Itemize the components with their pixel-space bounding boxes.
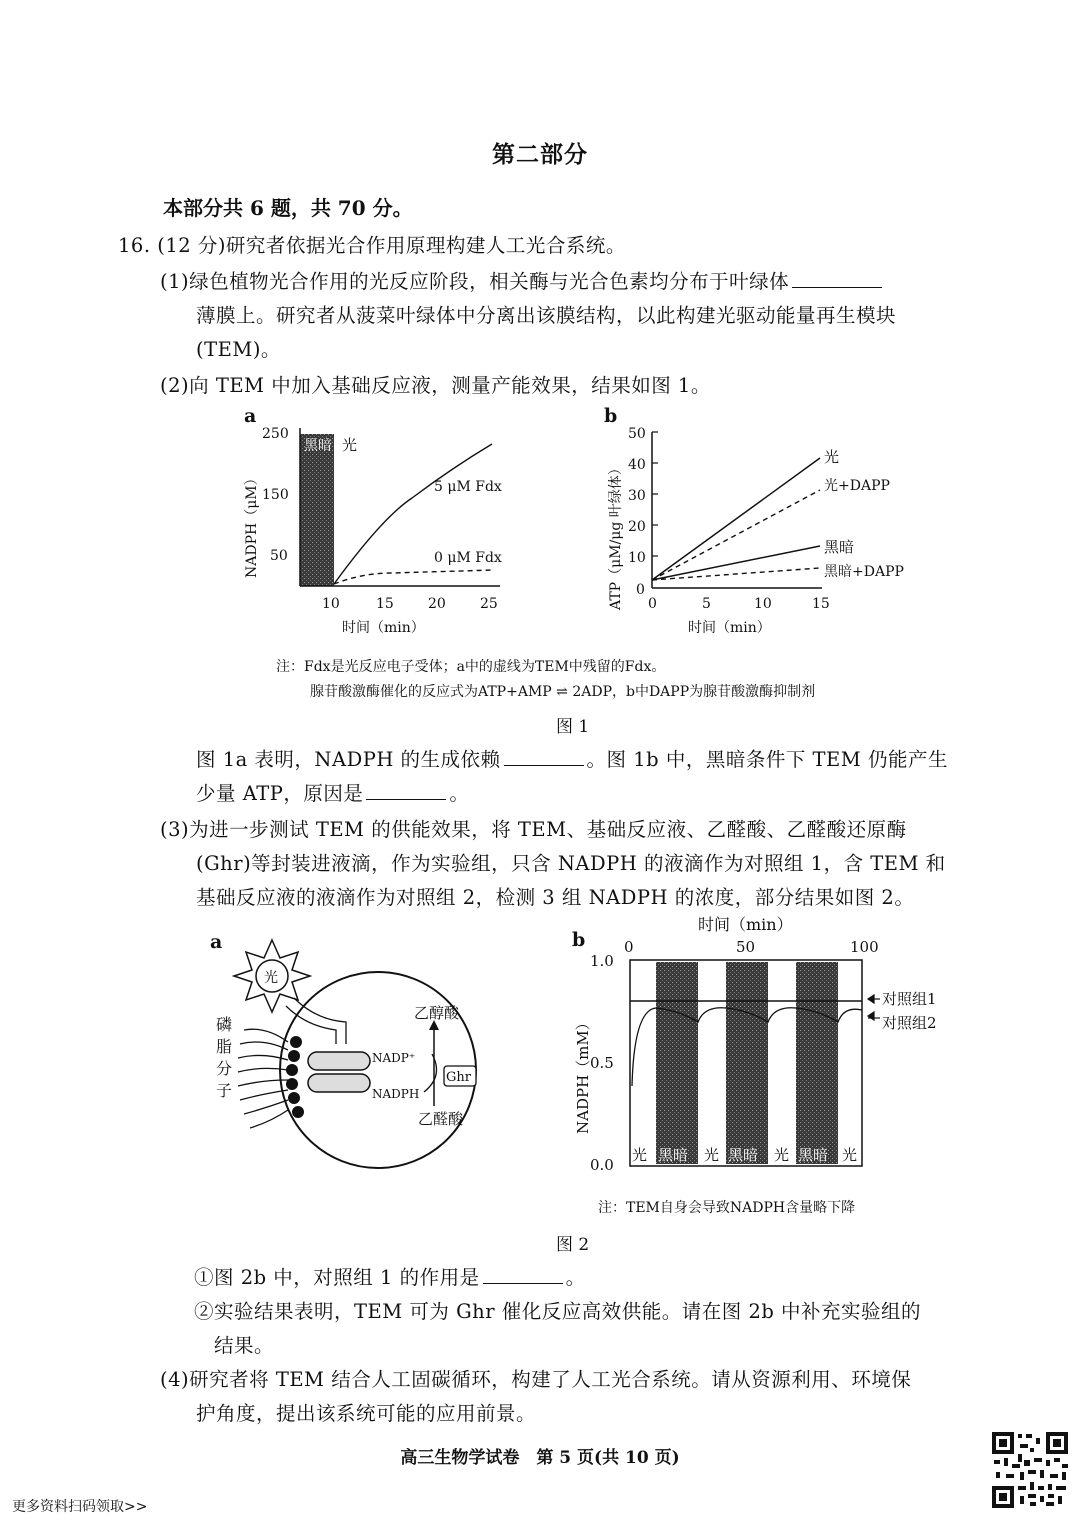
dark-label: 黑暗 <box>304 438 332 454</box>
dark-period-block <box>300 434 334 586</box>
nadph-label: NADPH <box>372 1087 420 1101</box>
x-tick-0: 0 <box>648 596 657 612</box>
curve-0uM-fdx <box>334 570 494 584</box>
section-title: 第二部分 <box>492 141 588 168</box>
figure-2-note: 注：TEM自身会导致NADPH含量略下降 <box>598 1200 856 1216</box>
y-tick-50: 50 <box>628 426 646 442</box>
bottom-label-light-1: 光 <box>632 1146 648 1164</box>
figure-2b-chart <box>568 906 968 1182</box>
x-tick-0: 0 <box>624 938 634 956</box>
series-dark-label: 黑暗 <box>824 538 855 556</box>
y-tick-0: 0 <box>636 582 645 598</box>
x-tick-20: 20 <box>428 596 446 612</box>
x-tick-10: 10 <box>754 596 772 612</box>
fig1-question-text-b: 。图 1b 中，黑暗条件下 TEM 仍能产生 <box>586 748 948 771</box>
y-tick-50: 50 <box>270 548 288 564</box>
x-tick-15: 15 <box>376 596 394 612</box>
thylakoid-2 <box>308 1074 370 1092</box>
ghr-label: Ghr <box>446 1070 471 1085</box>
x-tick-50: 50 <box>736 938 756 956</box>
q3-1-text-a: ①图 2b 中，对照组 1 的作用是 <box>194 1266 480 1289</box>
x-tick-100: 100 <box>850 938 879 956</box>
figure-1-caption: 图 1 <box>556 717 590 737</box>
question-3-2-line1: ②实验结果表明，TEM 可为 Ghr 催化反应高效供能。请在图 2b 中补充实验组的 <box>194 1300 922 1323</box>
x-axis-label: 时间（min） <box>342 620 425 636</box>
curve-0uM-label: 0 μM Fdx <box>434 550 502 566</box>
control-2-label: 对照组2 <box>882 1014 937 1032</box>
figure-1a-panel-label: a <box>244 405 257 427</box>
y-tick-1: 1.0 <box>590 952 614 970</box>
control-1-label: 对照组1 <box>882 990 937 1008</box>
bottom-label-light-3: 光 <box>774 1146 790 1164</box>
corner-promo-text: 更多资料扫码领取>> <box>12 1499 148 1515</box>
y-tick-30: 30 <box>628 488 646 504</box>
part1-text-a: (1)绿色植物光合作用的光反应阶段，相关酶与光合色素均分布于叶绿体 <box>160 270 790 293</box>
dark-band-1 <box>656 962 698 1164</box>
y-tick-20: 20 <box>628 519 646 535</box>
sun-label: 光 <box>264 970 278 986</box>
thylakoid-1 <box>308 1052 370 1070</box>
question-16-stem: 16. (12 分)研究者依据光合作用原理构建人工光合系统。 <box>118 234 626 257</box>
x-axis-label: 时间（min） <box>698 915 793 934</box>
x-tick-10: 10 <box>322 596 340 612</box>
curve-5uM-label: 5 μM Fdx <box>434 479 502 495</box>
series-light-dapp <box>652 490 820 580</box>
bottom-label-dark-1: 黑暗 <box>658 1146 689 1164</box>
series-light <box>652 458 820 580</box>
q3-1-text-b: 。 <box>565 1266 586 1289</box>
figure-2b-panel-label: b <box>572 929 586 951</box>
figure-1-note-2: 腺苷酸激酶催化的反应式为ATP+AMP ⇌ 2ADP，b中DAPP为腺苷酸激酶抑制剂 <box>310 684 816 700</box>
bottom-label-dark-2: 黑暗 <box>728 1146 759 1164</box>
bottom-label-light-4: 光 <box>842 1146 858 1164</box>
y-tick-0: 0.0 <box>590 1156 614 1174</box>
figure-1-question-line2 <box>196 778 469 806</box>
figure-2-caption: 图 2 <box>556 1235 590 1255</box>
page-footer: 高三生物学试卷 第 5 页(共 10 页) <box>400 1448 680 1468</box>
fig1-question-text-c: 少量 ATP，原因是 <box>196 782 364 805</box>
question-3-1 <box>194 1262 586 1290</box>
series-light-label: 光 <box>824 448 840 466</box>
y-axis-label: NADPH（mM） <box>574 1015 592 1134</box>
y-axis-label: ATP（μM/μg 叶绿体） <box>608 461 624 610</box>
series-light-dapp-label: 光+DAPP <box>824 478 890 494</box>
question-16-part2: (2)向 TEM 中加入基础反应液，测量产能效果，结果如图 1。 <box>160 374 711 397</box>
answer-blank-1[interactable] <box>792 286 882 288</box>
x-tick-15: 15 <box>812 596 830 612</box>
question-16-part4-line2: 护角度，提出该系统可能的应用前景。 <box>196 1402 537 1425</box>
y-tick-40: 40 <box>628 457 646 473</box>
dark-band-2 <box>726 962 768 1164</box>
y-tick-250: 250 <box>262 426 289 442</box>
question-16-part4-line1: (4)研究者将 TEM 结合人工固碳循环，构建了人工光合系统。请从资源利用、环境保 <box>160 1368 912 1391</box>
series-dark <box>652 546 820 580</box>
figure-1-question-line1 <box>196 744 948 772</box>
question-3-2-line2: 结果。 <box>214 1334 275 1357</box>
x-axis-label: 时间（min） <box>688 620 771 636</box>
figure-1-note-1: 注：Fdx是光反应电子受体；a中的虚线为TEM中残留的Fdx。 <box>276 659 666 675</box>
series-dark-dapp <box>652 568 820 580</box>
question-16-part3-line1: (3)为进一步测试 TEM 的供能效果，将 TEM、基础反应液、乙醛酸、乙醛酸还原酶 <box>160 818 907 841</box>
y-tick-10: 10 <box>628 550 646 566</box>
section-intro: 本部分共 6 题，共 70 分。 <box>163 196 413 220</box>
bottom-label-dark-3: 黑暗 <box>798 1146 829 1164</box>
y-tick-05: 0.5 <box>590 1054 614 1072</box>
question-16-part1-line1 <box>160 266 885 294</box>
glyoxylate-label: 乙醛酸 <box>418 1110 464 1128</box>
lipid-label-4: 子 <box>216 1081 233 1100</box>
answer-blank-4[interactable] <box>483 1282 563 1284</box>
fig1-question-text-d: 。 <box>449 782 470 805</box>
figure-2a-panel-label: a <box>210 931 223 953</box>
question-16-part3-line2: (Ghr)等封装进液滴，作为实验组，只含 NADPH 的液滴作为对照组 1，含 TEM 和 <box>196 852 946 875</box>
series-dark-dapp-label: 黑暗+DAPP <box>824 564 904 580</box>
x-tick-5: 5 <box>702 596 711 612</box>
question-16-part3-line3: 基础反应液的液滴作为对照组 2，检测 3 组 NADPH 的浓度，部分结果如图 2。 <box>196 886 915 909</box>
figure-1b-panel-label: b <box>604 405 618 427</box>
figure-1a-chart <box>232 398 522 648</box>
question-16-part1-line3: (TEM)。 <box>196 338 281 361</box>
answer-blank-2[interactable] <box>504 764 584 766</box>
lipid-label-1: 磷 <box>216 1015 233 1034</box>
y-axis-label: NADPH（μM） <box>244 471 260 578</box>
light-label: 光 <box>342 436 358 454</box>
fig1-question-text-a: 图 1a 表明，NADPH 的生成依赖 <box>196 748 501 771</box>
bottom-label-light-2: 光 <box>704 1146 720 1164</box>
x-tick-25: 25 <box>480 596 498 612</box>
y-tick-150: 150 <box>262 487 289 503</box>
figure-2a-diagram <box>196 926 526 1186</box>
answer-blank-3[interactable] <box>366 798 446 800</box>
glycolate-label: 乙醇酸 <box>414 1004 460 1022</box>
question-16-part1-line2: 薄膜上。研究者从菠菜叶绿体中分离出该膜结构，以此构建光驱动能量再生模块 <box>196 304 897 327</box>
lipid-label-3: 分 <box>216 1059 233 1078</box>
dark-band-3 <box>796 962 838 1164</box>
qr-code-icon[interactable] <box>990 1430 1070 1510</box>
nadp-label: NADP⁺ <box>372 1051 416 1065</box>
lipid-label-2: 脂 <box>216 1037 233 1056</box>
figure-1b-chart <box>596 398 916 648</box>
